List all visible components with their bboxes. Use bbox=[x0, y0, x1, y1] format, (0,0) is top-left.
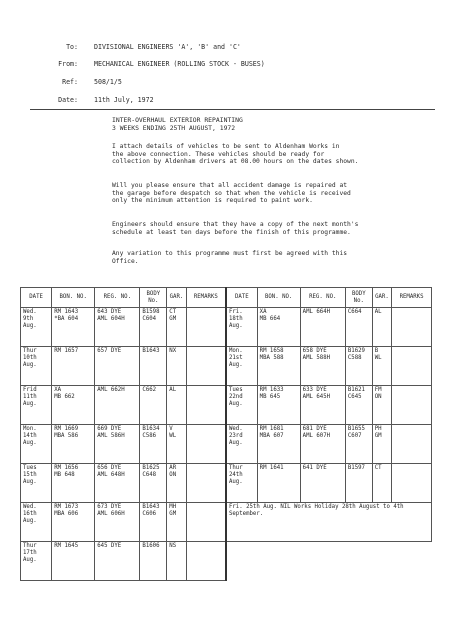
cell-line: CT bbox=[169, 309, 177, 315]
cell-right-date bbox=[226, 464, 257, 503]
memo-to-label: To: bbox=[66, 43, 78, 51]
cell-line: 643 DYE bbox=[97, 309, 122, 315]
cell-line: 18th bbox=[228, 316, 243, 322]
paragraph-1: I attach details of vehicles to be sent to Aldenham Works in the above connection. These vehicles should be ready for collection by Aldenham drivers at 08.00 hours on the dates shown. bbox=[112, 143, 359, 166]
cell-line: XA bbox=[259, 309, 267, 315]
cell-line: GM bbox=[374, 433, 382, 439]
cell-line: C604 bbox=[142, 316, 157, 322]
memo-from-value: MECHANICAL ENGINEER (ROLLING STOCK - BUSES) bbox=[94, 60, 265, 68]
cell-right-remarks bbox=[392, 464, 432, 503]
cell-line: Aug. bbox=[228, 401, 243, 407]
cell-line: C645 bbox=[347, 394, 362, 400]
cell-line: 15th bbox=[23, 472, 37, 478]
cell-line: Mon. bbox=[228, 348, 243, 354]
cell-line: Aug. bbox=[228, 362, 243, 368]
cell-line: RM 1633 bbox=[259, 387, 284, 393]
table-row bbox=[21, 542, 432, 581]
cell-line: 9th bbox=[23, 316, 34, 322]
cell-right-remarks bbox=[392, 425, 432, 464]
cell-line: 645 DYE bbox=[97, 543, 122, 549]
cell-right-body bbox=[345, 425, 372, 464]
cell-line: XA bbox=[54, 387, 62, 393]
cell-line: MBA 588 bbox=[259, 355, 284, 361]
cell-right-date bbox=[226, 308, 257, 347]
cell-line: RM 1673 bbox=[54, 504, 79, 510]
cell-line: Aug. bbox=[228, 323, 243, 329]
cell-line: AML 662H bbox=[97, 387, 125, 393]
col-header: DATE bbox=[21, 288, 52, 308]
col-header: BODY No. bbox=[140, 288, 167, 308]
cell-line: B1606 bbox=[142, 543, 160, 549]
cell-left-gar bbox=[167, 464, 186, 503]
cell-line: 11th bbox=[23, 394, 37, 400]
cell-line: RM 1643 bbox=[54, 309, 79, 315]
cell-left-body bbox=[140, 425, 167, 464]
cell-right-gar bbox=[372, 308, 391, 347]
cell-left-gar bbox=[167, 347, 186, 386]
cell-line: C588 bbox=[347, 355, 362, 361]
cell-right-body bbox=[345, 386, 372, 425]
cell-line: 658 DYE bbox=[302, 348, 327, 354]
cell-line: AL bbox=[374, 309, 382, 315]
cell-line: C586 bbox=[142, 433, 157, 439]
table-row bbox=[21, 503, 432, 542]
works-holiday-note: Fri. 25th Aug. NIL Works Holiday 28th August to 4th September. bbox=[226, 503, 432, 542]
cell-line: 657 DYE bbox=[97, 348, 122, 354]
cell-left-remarks bbox=[186, 308, 226, 347]
cell-left-reg bbox=[95, 308, 140, 347]
cell-left-bon bbox=[52, 503, 95, 542]
cell-right-remarks bbox=[392, 386, 432, 425]
cell-line: FM bbox=[374, 387, 382, 393]
cell-line: V bbox=[169, 426, 173, 432]
cell-line: 22nd bbox=[228, 394, 243, 400]
cell-line: AML 588H bbox=[302, 355, 331, 361]
cell-right-gar bbox=[372, 464, 391, 503]
cell-line: NS bbox=[169, 543, 177, 549]
cell-line: AL bbox=[169, 387, 177, 393]
cell-line: Aug. bbox=[23, 518, 37, 524]
col-header: BON. NO. bbox=[52, 288, 95, 308]
cell-line: AML 606H bbox=[97, 511, 125, 517]
cell-left-body bbox=[140, 347, 167, 386]
cell-left-reg bbox=[95, 425, 140, 464]
cell-line: C606 bbox=[142, 511, 157, 517]
cell-line: B1634 bbox=[142, 426, 160, 432]
cell-left-reg bbox=[95, 464, 140, 503]
memo-date-value: 11th July, 1972 bbox=[94, 96, 154, 104]
cell-left-bon bbox=[52, 425, 95, 464]
cell-line: RM 1645 bbox=[54, 543, 79, 549]
cell-left-bon bbox=[52, 308, 95, 347]
cell-left-remarks bbox=[186, 425, 226, 464]
cell-left-body bbox=[140, 503, 167, 542]
cell-right-bon bbox=[257, 308, 300, 347]
cell-left-date bbox=[21, 308, 52, 347]
cell-right-date bbox=[226, 386, 257, 425]
cell-line: B1597 bbox=[347, 465, 365, 471]
cell-line: Aug. bbox=[23, 362, 37, 368]
col-header: DATE bbox=[226, 288, 257, 308]
cell-line: MB 645 bbox=[259, 394, 281, 400]
paragraph-4: Any variation to this programme must first be agreed with this Office. bbox=[112, 250, 348, 265]
cell-line: B1621 bbox=[347, 387, 365, 393]
memo-from-label: From: bbox=[58, 60, 78, 68]
col-header: GAR. bbox=[372, 288, 391, 308]
cell-line: ON bbox=[169, 472, 177, 478]
cell-line: B1629 bbox=[347, 348, 365, 354]
paragraph-3: Engineers should ensure that they have a copy of the next month's schedule at least ten days before the finish of this programme. bbox=[112, 221, 359, 236]
cell-left-bon bbox=[52, 542, 95, 581]
cell-line: PH bbox=[374, 426, 382, 432]
cell-left-date bbox=[21, 425, 52, 464]
cell-line: 10th bbox=[23, 355, 37, 361]
cell-line: RM 1656 bbox=[54, 465, 79, 471]
cell-line: Frid bbox=[23, 387, 37, 393]
cell-line: MB 648 bbox=[54, 472, 75, 478]
table-header-row bbox=[21, 288, 432, 308]
cell-right-bon bbox=[257, 464, 300, 503]
cell-right-reg bbox=[300, 347, 345, 386]
cell-left-bon bbox=[52, 347, 95, 386]
table-row bbox=[21, 386, 432, 425]
cell-line: 633 DYE bbox=[302, 387, 327, 393]
cell-line: *BA 604 bbox=[54, 316, 79, 322]
cell-right-reg bbox=[300, 308, 345, 347]
cell-left-date bbox=[21, 464, 52, 503]
cell-right-body bbox=[345, 464, 372, 503]
cell-line: Aug. bbox=[23, 401, 37, 407]
cell-right-gar bbox=[372, 347, 391, 386]
cell-line: MB 662 bbox=[54, 394, 75, 400]
cell-line: B1598 bbox=[142, 309, 160, 315]
cell-right-date bbox=[226, 425, 257, 464]
cell-left-gar bbox=[167, 542, 186, 581]
cell-left-body bbox=[140, 386, 167, 425]
cell-line: Aug. bbox=[23, 323, 37, 329]
cell-line: AML 586H bbox=[97, 433, 125, 439]
cell-left-date bbox=[21, 503, 52, 542]
cell-left-remarks bbox=[186, 386, 226, 425]
cell-line: MB 664 bbox=[259, 316, 281, 322]
cell-left-reg bbox=[95, 542, 140, 581]
cell-line: NX bbox=[169, 348, 177, 354]
cell-line: MBA 606 bbox=[54, 511, 79, 517]
cell-line: Wed. bbox=[23, 309, 37, 315]
memo-ref-value: 508/1/5 bbox=[94, 78, 122, 86]
cell-line: Thur bbox=[23, 543, 37, 549]
col-header: REMARKS bbox=[392, 288, 432, 308]
cell-line: Mon. bbox=[23, 426, 37, 432]
cell-line: B1643 bbox=[142, 348, 160, 354]
cell-left-bon bbox=[52, 386, 95, 425]
memo-ref-label: Ref: bbox=[62, 78, 78, 86]
paragraph-2: Will you please ensure that all accident damage is repaired at the garage before despatch so that when the vehicle is received only the minimum attention is required to paint work. bbox=[112, 182, 351, 205]
cell-right-reg bbox=[300, 386, 345, 425]
cell-line: AML 607H bbox=[302, 433, 331, 439]
cell-line: GM bbox=[169, 316, 177, 322]
cell-line: C664 bbox=[347, 309, 362, 315]
cell-left-date bbox=[21, 347, 52, 386]
cell-line: Aug. bbox=[228, 440, 243, 446]
cell-left-bon bbox=[52, 464, 95, 503]
cell-line: Aug. bbox=[228, 479, 243, 485]
empty-cell bbox=[226, 542, 432, 581]
cell-right-bon bbox=[257, 425, 300, 464]
cell-line: Wed. bbox=[228, 426, 243, 432]
cell-left-gar bbox=[167, 308, 186, 347]
cell-line: Thur bbox=[23, 348, 37, 354]
cell-line: RM 1657 bbox=[54, 348, 79, 354]
cell-line: GM bbox=[169, 511, 177, 517]
cell-line: MBA 607 bbox=[259, 433, 284, 439]
cell-line: WL bbox=[374, 355, 382, 361]
cell-line: 641 DYE bbox=[302, 465, 327, 471]
cell-right-gar bbox=[372, 386, 391, 425]
cell-line: AML 604H bbox=[97, 316, 125, 322]
cell-line: WL bbox=[169, 433, 177, 439]
cell-line: C662 bbox=[142, 387, 157, 393]
heading-line-1: INTER-OVERHAUL EXTERIOR REPAINTING bbox=[112, 116, 243, 124]
cell-line: 16th bbox=[23, 511, 37, 517]
cell-right-remarks bbox=[392, 308, 432, 347]
cell-line: B1625 bbox=[142, 465, 160, 471]
cell-line: RM 1669 bbox=[54, 426, 79, 432]
cell-line: AR bbox=[169, 465, 177, 471]
cell-line: Tues bbox=[228, 387, 243, 393]
cell-line: 23rd bbox=[228, 433, 243, 439]
cell-left-gar bbox=[167, 425, 186, 464]
cell-line: Aug. bbox=[23, 479, 37, 485]
cell-left-body bbox=[140, 542, 167, 581]
cell-right-bon bbox=[257, 386, 300, 425]
cell-line: 14th bbox=[23, 433, 37, 439]
cell-line: C648 bbox=[142, 472, 157, 478]
cell-line: Wed. bbox=[23, 504, 37, 510]
cell-right-reg bbox=[300, 425, 345, 464]
cell-left-gar bbox=[167, 503, 186, 542]
cell-line: 656 DYE bbox=[97, 465, 122, 471]
cell-line: Tues bbox=[23, 465, 37, 471]
cell-line: Aug. bbox=[23, 440, 37, 446]
cell-line: MBA 586 bbox=[54, 433, 79, 439]
cell-line: 673 DYE bbox=[97, 504, 122, 510]
cell-line: RM 1641 bbox=[259, 465, 284, 471]
col-header: REMARKS bbox=[186, 288, 226, 308]
cell-right-remarks bbox=[392, 347, 432, 386]
cell-left-remarks bbox=[186, 503, 226, 542]
table-row bbox=[21, 308, 432, 347]
cell-line: AML 648H bbox=[97, 472, 125, 478]
cell-line: B bbox=[374, 348, 379, 354]
col-header: BON. NO. bbox=[257, 288, 300, 308]
cell-line: 21st bbox=[228, 355, 243, 361]
cell-left-body bbox=[140, 308, 167, 347]
cell-line: AML 664H bbox=[302, 309, 331, 315]
cell-line: 24th bbox=[228, 472, 243, 478]
cell-left-reg bbox=[95, 386, 140, 425]
cell-line: Aug. bbox=[23, 557, 37, 563]
cell-right-body bbox=[345, 308, 372, 347]
cell-left-reg bbox=[95, 347, 140, 386]
cell-left-reg bbox=[95, 503, 140, 542]
col-header: REG. NO. bbox=[300, 288, 345, 308]
schedule-table bbox=[20, 287, 432, 581]
cell-left-date bbox=[21, 542, 52, 581]
cell-right-date bbox=[226, 347, 257, 386]
cell-left-date bbox=[21, 386, 52, 425]
cell-line: AML 645H bbox=[302, 394, 331, 400]
cell-left-body bbox=[140, 464, 167, 503]
cell-right-body bbox=[345, 347, 372, 386]
cell-line: Thur bbox=[228, 465, 243, 471]
memo-to-value: DIVISIONAL ENGINEERS 'A', 'B' and 'C' bbox=[94, 43, 241, 51]
heading-line-2: 3 WEEKS ENDING 25TH AUGUST, 1972 bbox=[112, 124, 236, 132]
table-row bbox=[21, 464, 432, 503]
cell-left-remarks bbox=[186, 347, 226, 386]
cell-right-reg bbox=[300, 464, 345, 503]
cell-line: RM 1658 bbox=[259, 348, 284, 354]
cell-line: 681 DYE bbox=[302, 426, 327, 432]
col-header: GAR. bbox=[167, 288, 186, 308]
cell-line: B1655 bbox=[347, 426, 365, 432]
cell-right-bon bbox=[257, 347, 300, 386]
memo-date-label: Date: bbox=[58, 96, 78, 104]
cell-line: MH bbox=[169, 504, 177, 510]
col-header: REG. NO. bbox=[95, 288, 140, 308]
cell-line: ON bbox=[374, 394, 382, 400]
cell-line: Fri. bbox=[228, 309, 243, 315]
cell-line: 17th bbox=[23, 550, 37, 556]
col-header: BODY No. bbox=[345, 288, 372, 308]
cell-line: RM 1681 bbox=[259, 426, 284, 432]
cell-line: C607 bbox=[347, 433, 362, 439]
schedule-body bbox=[21, 308, 432, 581]
cell-left-remarks bbox=[186, 542, 226, 581]
header-divider bbox=[30, 109, 435, 110]
cell-left-remarks bbox=[186, 464, 226, 503]
cell-left-gar bbox=[167, 386, 186, 425]
table-row bbox=[21, 425, 432, 464]
cell-line: CT bbox=[374, 465, 382, 471]
cell-line: 669 DYE bbox=[97, 426, 122, 432]
cell-line: B1643 bbox=[142, 504, 160, 510]
cell-right-gar bbox=[372, 425, 391, 464]
table-row bbox=[21, 347, 432, 386]
